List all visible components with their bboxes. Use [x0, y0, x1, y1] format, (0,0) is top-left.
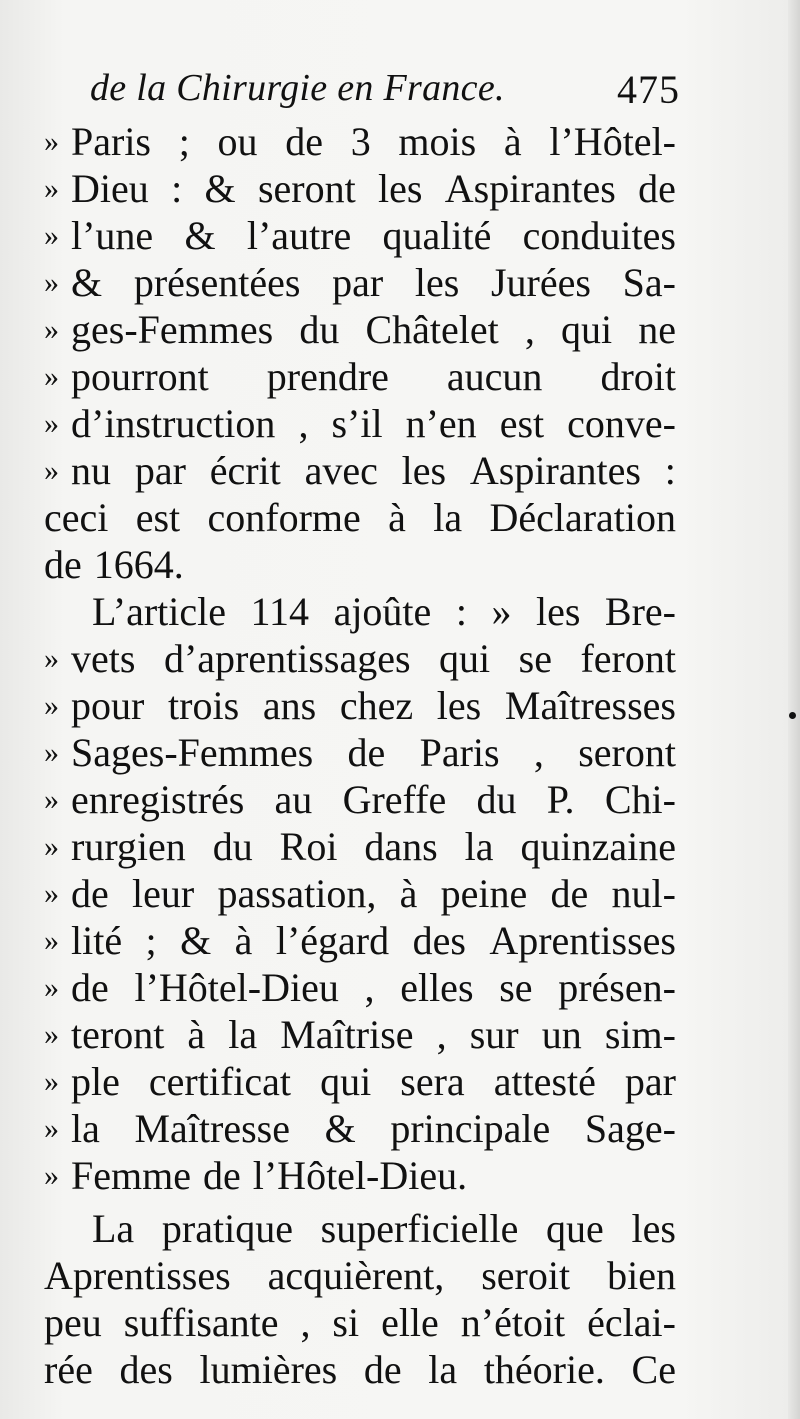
- line-text: Dieu : & seront les Aspirantes de: [71, 166, 676, 211]
- line-text: Aprentisses acquièrent, seroit bien: [44, 1253, 676, 1298]
- line-text: d’instruction , s’il n’en est conve-: [71, 401, 676, 446]
- line-text: l’une & l’autre qualité conduites: [71, 213, 676, 258]
- line-text: pour trois ans chez les Maîtresses: [71, 683, 676, 728]
- quote-mark: »: [44, 360, 59, 393]
- quote-mark: »: [44, 1065, 59, 1098]
- line-text: Sages-Femmes de Paris , seront: [71, 730, 676, 775]
- line-text: Femme de l’Hôtel-Dieu.: [71, 1153, 468, 1198]
- text-line: [44, 588, 676, 635]
- text-line: [44, 1058, 676, 1105]
- text-line: [44, 259, 676, 306]
- quote-mark: »: [44, 689, 59, 722]
- line-text: enregistrés au Greffe du P. Chi-: [71, 777, 676, 822]
- page-edge: [788, 0, 800, 1419]
- line-text: nu par écrit avec les Aspirantes :: [71, 448, 676, 493]
- text-line: [44, 1152, 676, 1199]
- text-line: [44, 1346, 676, 1393]
- text-line: [44, 447, 676, 494]
- text-line: [44, 212, 676, 259]
- text-line: [44, 494, 676, 541]
- text-line: [44, 870, 676, 917]
- line-text: ceci est conforme à la Déclaration: [44, 495, 676, 540]
- line-text: ges-Femmes du Châtelet , qui ne: [71, 307, 676, 352]
- quote-mark: »: [44, 454, 59, 487]
- line-text: La pratique superficielle que les: [92, 1206, 676, 1251]
- quote-mark: »: [44, 125, 59, 158]
- line-text: de l’Hôtel-Dieu , elles se présen-: [71, 965, 676, 1010]
- text-line: [44, 118, 676, 165]
- line-text: de 1664.: [44, 542, 184, 587]
- running-head-title: de la Chirurgie en France.: [90, 67, 505, 109]
- quote-mark: »: [44, 783, 59, 816]
- line-text: rée des lumières de la théorie. Ce: [44, 1347, 676, 1392]
- text-line: [44, 682, 676, 729]
- text-line: [44, 776, 676, 823]
- line-text: de leur passation, à peine de nul-: [71, 871, 676, 916]
- line-text: Paris ; ou de 3 mois à l’Hôtel-: [71, 119, 676, 164]
- line-text: rurgien du Roi dans la quinzaine: [71, 824, 676, 869]
- text-line: [44, 1252, 676, 1299]
- text-line: [44, 964, 676, 1011]
- running-head: [90, 66, 680, 126]
- quote-mark: »: [44, 313, 59, 346]
- quote-mark: »: [44, 971, 59, 1004]
- text-line: [44, 400, 676, 447]
- text-line: [44, 729, 676, 776]
- line-text: peu suffisante , si elle n’étoit éclai-: [44, 1300, 676, 1345]
- text-line: [44, 1299, 676, 1346]
- quote-mark: »: [44, 1018, 59, 1051]
- ink-speck: [789, 712, 796, 719]
- text-line: [44, 635, 676, 682]
- text-line: [44, 165, 676, 212]
- line-text: teront à la Maîtrise , sur un sim-: [71, 1012, 676, 1057]
- text-line: [44, 353, 676, 400]
- quote-mark: »: [44, 1159, 59, 1192]
- text-line: [44, 1105, 676, 1152]
- quote-mark: »: [44, 407, 59, 440]
- quote-mark: »: [44, 877, 59, 910]
- line-text: lité ; & à l’égard des Aprentisses: [71, 918, 676, 963]
- text-line: [44, 1011, 676, 1058]
- body-text: [44, 118, 676, 1393]
- line-text: la Maîtresse & principale Sage-: [71, 1106, 676, 1151]
- text-line: [44, 541, 676, 588]
- line-text: pourront prendre aucun droit: [71, 354, 676, 399]
- quote-mark: »: [44, 736, 59, 769]
- text-line: [44, 917, 676, 964]
- quote-mark: »: [44, 642, 59, 675]
- quote-mark: »: [44, 219, 59, 252]
- quote-mark: »: [44, 924, 59, 957]
- line-text: vets d’aprentissages qui se feront: [71, 636, 676, 681]
- line-text: & présentées par les Jurées Sa-: [71, 260, 676, 305]
- quote-mark: »: [44, 266, 59, 299]
- text-line: [44, 1205, 676, 1252]
- quote-mark: »: [44, 830, 59, 863]
- text-line: [44, 306, 676, 353]
- text-line: [44, 823, 676, 870]
- line-text: ple certificat qui sera attesté par: [71, 1059, 676, 1104]
- quote-mark: »: [44, 172, 59, 205]
- line-text: L’article 114 ajoûte : » les Bre-: [92, 589, 676, 634]
- page-number: 475: [617, 67, 680, 112]
- quote-mark: »: [44, 1112, 59, 1145]
